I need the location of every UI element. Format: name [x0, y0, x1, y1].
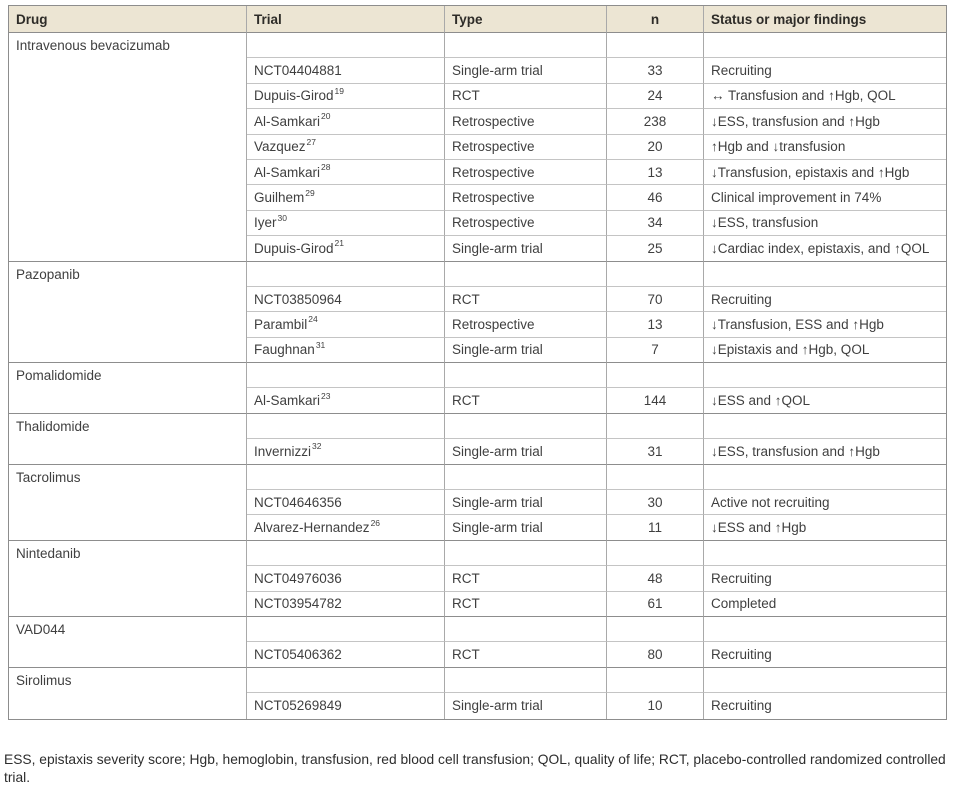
empty-status-cell — [704, 262, 946, 287]
trial-cell: Dupuis-Girod$^{21}$ — [247, 236, 445, 261]
citation-ref: 27 — [306, 136, 317, 147]
type-cell: Single-arm trial — [445, 515, 607, 540]
trials-table-container — [8, 5, 947, 720]
trial-cell: Al-Samkari$^{28}$ — [247, 160, 445, 185]
trial-cell: NCT04646356 — [247, 490, 445, 515]
type-cell: Single-arm trial — [445, 58, 607, 83]
empty-type-cell — [445, 617, 607, 642]
type-cell: Single-arm trial — [445, 490, 607, 515]
type-cell: Retrospective — [445, 109, 607, 134]
empty-n-cell — [607, 617, 704, 642]
drug-cell: Pomalidomide — [9, 363, 247, 414]
section-header-row — [9, 33, 946, 58]
citation-ref: 21 — [334, 238, 344, 249]
n-cell: 80 — [607, 642, 704, 667]
empty-type-cell — [445, 541, 607, 566]
empty-type-cell — [445, 465, 607, 490]
citation-ref: 30 — [277, 212, 287, 223]
empty-trial-cell — [247, 414, 445, 439]
empty-trial-cell — [247, 541, 445, 566]
status-cell: Completed — [704, 592, 946, 617]
empty-n-cell — [607, 33, 704, 58]
n-cell: 238 — [607, 109, 704, 134]
section-header-row — [9, 668, 946, 693]
n-cell: 11 — [607, 515, 704, 540]
citation-ref: 19 — [334, 85, 344, 96]
empty-n-cell — [607, 465, 704, 490]
empty-status-cell — [704, 668, 946, 693]
empty-type-cell — [445, 262, 607, 287]
type-cell: Single-arm trial — [445, 236, 607, 261]
empty-trial-cell — [247, 617, 445, 642]
trial-cell: Parambil$^{24}$ — [247, 312, 445, 337]
n-cell: 144 — [607, 388, 704, 413]
header-row — [9, 6, 946, 33]
type-cell: Single-arm trial — [445, 693, 607, 718]
table-header — [9, 6, 946, 33]
n-cell: 31 — [607, 439, 704, 464]
trial-cell: Al-Samkari$^{23}$ — [247, 388, 445, 413]
trial-cell: Vazquez$^{27}$ — [247, 135, 445, 160]
drug-cell: Sirolimus — [9, 668, 247, 719]
trial-cell: Invernizzi$^{32}$ — [247, 439, 445, 464]
n-cell: 30 — [607, 490, 704, 515]
status-cell: ↑Hgb and ↓transfusion — [704, 135, 946, 160]
citation-ref: 24 — [308, 314, 318, 325]
n-cell: 13 — [607, 312, 704, 337]
status-cell: ↓ESS, transfusion and ↑Hgb — [704, 109, 946, 134]
status-cell: Clinical improvement in 74% — [704, 185, 946, 210]
trials-table — [8, 5, 947, 720]
empty-type-cell — [445, 414, 607, 439]
drug-cell: Thalidomide — [9, 414, 247, 465]
section-header-row — [9, 363, 946, 388]
citation-ref: 26 — [370, 517, 381, 528]
trial-cell: NCT05269849 — [247, 693, 445, 718]
column-header-drug: Drug — [9, 6, 247, 33]
type-cell: Single-arm trial — [445, 338, 607, 363]
trial-cell: Faughnan$^{31}$ — [247, 338, 445, 363]
empty-n-cell — [607, 363, 704, 388]
trial-cell: Guilhem$^{29}$ — [247, 185, 445, 210]
empty-status-cell — [704, 465, 946, 490]
trial-cell: NCT04976036 — [247, 566, 445, 591]
drug-cell: Pazopanib — [9, 262, 247, 364]
trial-cell: Al-Samkari$^{20}$ — [247, 109, 445, 134]
n-cell: 25 — [607, 236, 704, 261]
table-body — [9, 33, 946, 719]
citation-ref: 28 — [321, 162, 331, 173]
n-cell: 61 — [607, 592, 704, 617]
trial-cell: NCT04404881 — [247, 58, 445, 83]
column-header-n: n — [607, 6, 704, 33]
empty-n-cell — [607, 414, 704, 439]
citation-ref: 23 — [321, 390, 331, 401]
empty-status-cell — [704, 541, 946, 566]
empty-trial-cell — [247, 668, 445, 693]
n-cell: 48 — [607, 566, 704, 591]
status-cell: ↔ Transfusion and ↑Hgb, QOL — [704, 84, 946, 109]
citation-ref: 32 — [312, 441, 322, 452]
status-cell: ↓Transfusion, epistaxis and ↑Hgb — [704, 160, 946, 185]
citation-ref: 29 — [305, 187, 315, 198]
type-cell: Single-arm trial — [445, 439, 607, 464]
citation-ref: 20 — [321, 111, 331, 122]
n-cell: 70 — [607, 287, 704, 312]
empty-status-cell — [704, 617, 946, 642]
type-cell: RCT — [445, 287, 607, 312]
empty-type-cell — [445, 363, 607, 388]
n-cell: 20 — [607, 135, 704, 160]
empty-trial-cell — [247, 465, 445, 490]
status-cell: ↓Epistaxis and ↑Hgb, QOL — [704, 338, 946, 363]
drug-cell: Nintedanib — [9, 541, 247, 617]
type-cell: RCT — [445, 388, 607, 413]
type-cell: RCT — [445, 566, 607, 591]
type-cell: Retrospective — [445, 312, 607, 337]
type-cell: RCT — [445, 592, 607, 617]
status-cell: ↓ESS, transfusion — [704, 211, 946, 236]
status-cell: Recruiting — [711, 698, 772, 714]
trial-cell: Dupuis-Girod$^{19}$ — [247, 84, 445, 109]
status-cell: ↓ESS and ↑Hgb — [704, 515, 946, 540]
status-cell: ↓Cardiac index, epistaxis, and ↑QOL — [704, 236, 946, 261]
n-cell: 34 — [607, 211, 704, 236]
empty-type-cell — [445, 33, 607, 58]
empty-status-cell — [704, 414, 946, 439]
drug-cell: VAD044 — [9, 617, 247, 668]
drug-cell: Tacrolimus — [9, 465, 247, 541]
empty-n-cell — [607, 262, 704, 287]
empty-trial-cell — [247, 33, 445, 58]
status-cell: Recruiting — [704, 642, 946, 667]
n-cell: 46 — [607, 185, 704, 210]
n-cell: 13 — [607, 160, 704, 185]
type-cell: Retrospective — [445, 211, 607, 236]
section-header-row — [9, 465, 946, 490]
type-cell: RCT — [445, 642, 607, 667]
type-cell: Retrospective — [445, 185, 607, 210]
column-header-status: Status or major findings — [704, 6, 946, 33]
drug-cell: Intravenous bevacizumab — [9, 33, 247, 262]
n-cell: 33 — [607, 58, 704, 83]
status-cell: Recruiting — [704, 287, 946, 312]
trial-cell: NCT03850964 — [247, 287, 445, 312]
section-header-row — [9, 617, 946, 642]
table-footnote: ESS, epistaxis severity score; Hgb, hemoglobin, transfusion, red blood cell transfusion; QOL, quality of life; RCT, placebo-controlled randomized controlled trial. — [4, 752, 946, 786]
empty-trial-cell — [247, 262, 445, 287]
status-cell: ↓Transfusion, ESS and ↑Hgb — [704, 312, 946, 337]
column-header-type: Type — [445, 6, 607, 33]
status-cell: Active not recruiting — [704, 490, 946, 515]
n-cell: 7 — [607, 338, 704, 363]
section-header-row — [9, 541, 946, 566]
empty-type-cell — [445, 668, 607, 693]
status-cell: ↓ESS, transfusion and ↑Hgb — [704, 439, 946, 464]
type-cell: Retrospective — [445, 135, 607, 160]
status-cell: Recruiting — [704, 58, 946, 83]
trial-cell: NCT05406362 — [247, 642, 445, 667]
section-header-row — [9, 262, 946, 287]
section-header-row — [9, 414, 946, 439]
citation-ref: 31 — [315, 339, 326, 350]
trial-cell: Iyer$^{30}$ — [247, 211, 445, 236]
status-cell: Recruiting — [704, 566, 946, 591]
type-cell: RCT — [445, 84, 607, 109]
n-cell: 10 — [607, 693, 704, 718]
empty-trial-cell — [247, 363, 445, 388]
status-cell: ↓ESS and ↑QOL — [704, 388, 946, 413]
column-header-trial: Trial — [247, 6, 445, 33]
empty-n-cell — [607, 668, 704, 693]
empty-n-cell — [607, 541, 704, 566]
empty-status-cell — [704, 363, 946, 388]
n-cell: 24 — [607, 84, 704, 109]
trial-cell: Alvarez-Hernandez$^{26}$ — [247, 515, 445, 540]
type-cell: Retrospective — [445, 160, 607, 185]
trial-cell: NCT03954782 — [247, 592, 445, 617]
empty-status-cell — [704, 33, 946, 58]
